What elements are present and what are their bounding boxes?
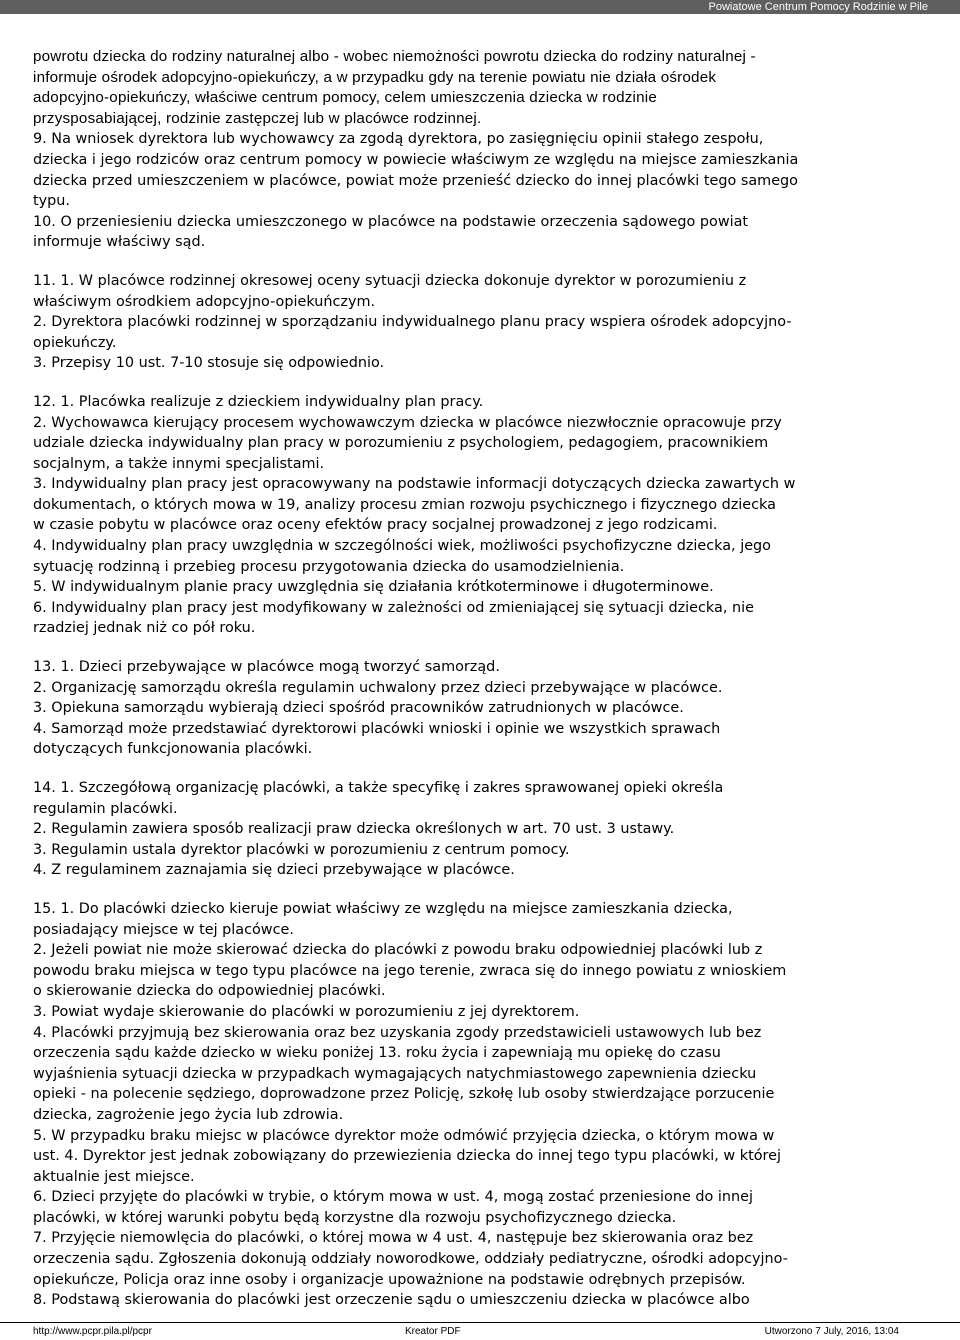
text-line: dotyczących funkcjonowania placówki. [33,741,313,758]
text-line: 5. W przypadku braku miejsc w placówce dyrektor może odmówić przyjęcia dziecka, o którym mowa w [33,1127,775,1144]
text-line: orzeczenia sądu każde dziecko w wieku poniżej 13. roku życia i zapewniają mu opiekę do czasu [33,1045,721,1062]
text-line: właściwym ośrodkiem adopcyjno-opiekuńczym. [33,293,376,310]
text-line: 4. Indywidualny plan pracy uwzględnia w szczególności wiek, możliwości psychofizyczne dziecka, jego [33,538,771,555]
text-line: 4. Samorząd może przedstawiać dyrektorowi placówki wnioski i opinie we wszystkich sprawach [33,720,721,737]
text-line: udziale dziecka indywidualny plan pracy w porozumieniu z psychologiem, pedagogiem, pracownikiem [33,435,769,452]
paragraph-gap [33,374,928,392]
text-line: opiekuńczy. [33,334,117,351]
text-line: opieki - na polecenie sędziego, doprowadzone przez Policję, szkołę lub osoby stwierdzające porzucenie [33,1086,775,1103]
text-line: opiekuńcze, Policja oraz inne osoby i organizacje upoważnione na podstawie odrębnych przepisów. [33,1271,746,1288]
text-line: 5. W indywidualnym planie pracy uwzględnia się działania krótkoterminowe i długoterminowe. [33,579,714,596]
text-line: 2. Jeżeli powiat nie może skierować dziecka do placówki z powodu braku odpowiedniej placówki lub z [33,942,763,959]
text-line: dziecka przed umieszczeniem w placówce, powiat może przenieść dziecko do innej placówki tego samego [33,172,798,189]
text-line: socjalnym, a także innymi specjalistami. [33,455,325,472]
text-line: 10. O przeniesieniu dziecka umieszczonego w placówce na podstawie orzeczenia sądowego powiat [33,213,749,230]
text-line: dziecka i jego rodziców oraz centrum pomocy w powiecie właściwym ze względu na miejsce zamieszkania [33,151,799,168]
text-line: 15. 1. Do placówki dziecko kieruje powiat właściwy ze względu na miejsce zamieszkania dziecka, [33,900,733,917]
text-line: 2. Regulamin zawiera sposób realizacji praw dziecka określonych w art. 70 ust. 3 ustawy. [33,821,675,838]
page-footer [0,1322,960,1339]
footer-creator: Kreator PDF [405,1326,461,1337]
text-line: placówki, w której warunki pobytu będą korzystne dla rozwoju psychofizycznego dziecka. [33,1209,677,1226]
footer-created: Utworzono 7 July, 2016, 13:04 [764,1326,899,1337]
text-line: dokumentach, o których mowa w 19, analizy procesu zmian rozwoju psychicznego i fizycznego dziecka [33,496,776,513]
text-line: aktualnie jest miejsce. [33,1168,195,1185]
text-line: 9. Na wniosek dyrektora lub wychowawcy za zgodą dyrektora, po zasięgnięciu opinii stałego zespołu, [33,131,764,148]
text-line: adopcyjno-opiekuńczy, właściwe centrum pomocy, celem umieszczenia dziecka w rodzinie [33,89,657,107]
text-line: orzeczenia sądu. Zgłoszenia dokonują oddziały noworodkowe, oddziały pediatryczne, ośrodki adopcyjno- [33,1251,788,1268]
text-line: wyjaśnienia sytuacji dziecka w przypadkach wymagających natychmiastowego zapewnienia dziecku [33,1065,757,1082]
document-text [33,47,928,1311]
text-line: 7. Przyjęcie niemowlęcia do placówki, o której mowa w 4 ust. 4, następuje bez skierowania oraz bez [33,1230,754,1247]
text-line: informuje ośrodek adopcyjno-opiekuńczy, a w przypadku gdy na terenie powiatu nie działa ośrodek [33,68,717,86]
text-line: 2. Dyrektora placówki rodzinnej w sporządzaniu indywidualnego planu pracy wspiera ośrodek adopcyjno- [33,314,792,331]
document-body [33,47,928,1311]
text-line: 3. Indywidualny plan pracy jest opracowywany na podstawie informacji dotyczących dziecka zawartych w [33,476,796,493]
text-line: dziecka, zagrożenie jego życia lub zdrowia. [33,1106,344,1123]
paragraph-gap [33,760,928,778]
text-line: 2. Wychowawca kierujący procesem wychowawczym dziecka w placówce niezwłocznie opracowuje przy [33,414,782,431]
text-line: 2. Organizację samorządu określa regulamin uchwalony przez dzieci przebywające w placówce. [33,679,723,696]
text-line: 14. 1. Szczegółową organizację placówki, a także specyfikę i zakres sprawowanej opieki określa [33,780,724,796]
text-line: typu. [33,193,70,210]
text-line: 11. 1. W placówce rodzinnej okresowej oceny sytuacji dziecka dokonuje dyrektor w porozumieniu z [33,272,747,289]
text-line: 3. Powiat wydaje skierowanie do placówki w porozumieniu z jej dyrektorem. [33,1003,580,1020]
footer-url[interactable]: http://www.pcpr.pila.pl/pcpr [33,1326,152,1337]
text-line: rzadziej jednak niż co pół roku. [33,620,256,637]
text-line: o skierowanie dziecka do odpowiedniej placówki. [33,983,386,1000]
text-line: regulamin placówki. [33,800,178,817]
text-line: powodu braku miejsca w tego typu placówce na jego terenie, zwraca się do innego powiatu z wnioskiem [33,962,787,979]
text-line: powrotu dziecka do rodziny naturalnej albo - wobec niemożności powrotu dziecka do rodziny naturalnej - [33,48,756,65]
text-line: 8. Podstawą skierowania do placówki jest orzeczenie sądu o umieszczeniu dziecka w placówce albo [33,1292,750,1309]
text-line: sytuację rodzinną i przebieg procesu przygotowania dziecka do usamodzielnienia. [33,558,625,575]
text-line: 4. Placówki przyjmują bez skierowania oraz bez uzyskania zgody przedstawicieli ustawowych lub bez [33,1024,762,1041]
text-line: przysposabiającej, rodzinie zastępczej lub w placówce rodzinnej. [33,109,482,127]
paragraph-gap [33,881,928,899]
text-line: posiadający miejsce w tej placówce. [33,921,294,938]
header-title: Powiatowe Centrum Pomocy Rodzinie w Pile [708,1,928,13]
text-line: 3. Regulamin ustala dyrektor placówki w porozumieniu z centrum pomocy. [33,841,570,858]
text-line: 6. Indywidualny plan pracy jest modyfikowany w zależności od zmieniającej się sytuacji dziecka, nie [33,599,754,616]
text-line: 13. 1. Dzieci przebywające w placówce mogą tworzyć samorząd. [33,659,500,676]
text-line: informuje właściwy sąd. [33,234,206,251]
paragraph-gap [33,253,928,271]
paragraph-gap [33,639,928,657]
page-header [0,0,960,14]
text-line: 12. 1. Placówka realizuje z dzieckiem indywidualny plan pracy. [33,393,484,410]
text-line: w czasie pobytu w placówce oraz oceny efektów pracy socjalnej prowadzonej z jego rodzicami. [33,517,718,534]
text-line: 3. Przepisy 10 ust. 7-10 stosuje się odpowiednio. [33,355,385,372]
text-line: 3. Opiekuna samorządu wybierają dzieci spośród pracowników zatrudnionych w placówce. [33,700,684,717]
text-line: ust. 4. Dyrektor jest jednak zobowiązany do przewiezienia dziecka do innej tego typu placówki, w której [33,1148,782,1165]
text-line: 4. Z regulaminem zaznajamia się dzieci przebywające w placówce. [33,862,515,879]
text-line: 6. Dzieci przyjęte do placówki w trybie, o którym mowa w ust. 4, mogą zostać przeniesione do innej [33,1189,753,1206]
